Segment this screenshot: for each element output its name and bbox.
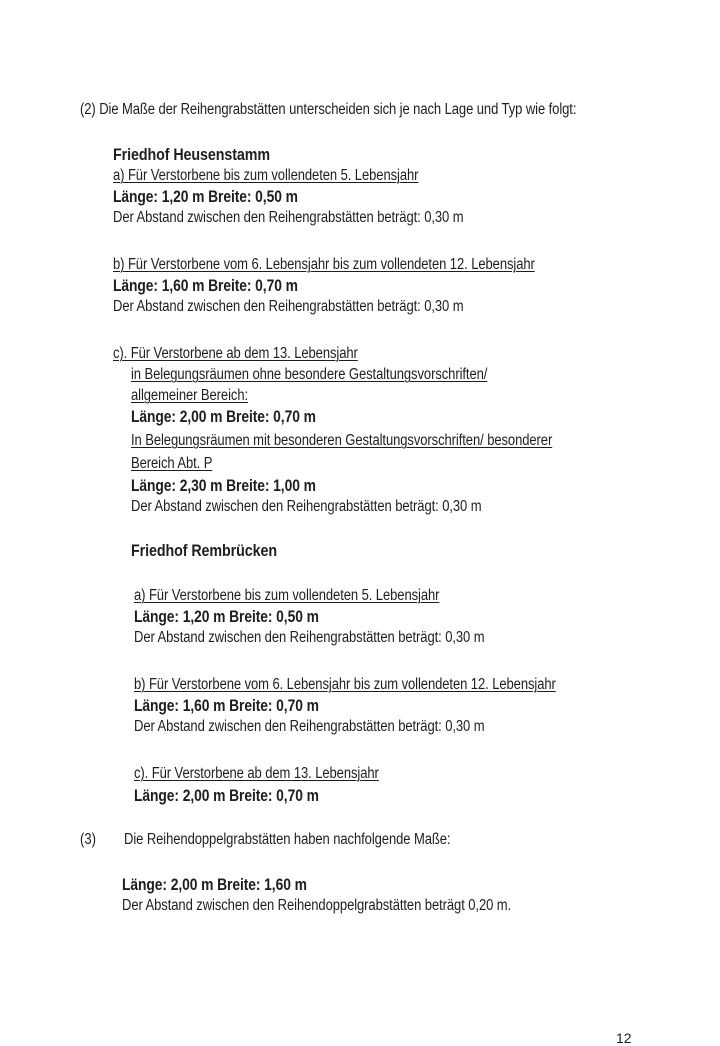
rembruecken-b-gap: Der Abstand zwischen den Reihengrabstätten beträgt: 0,30 m bbox=[134, 718, 485, 735]
page-number: 12 bbox=[616, 1030, 632, 1046]
heusenstamm-c-special-line1: In Belegungsräumen mit besonderen Gestaltungsvorschriften/ besonderer bbox=[131, 432, 553, 449]
section-3-gap: Der Abstand zwischen den Reihendoppelgrabstätten beträgt 0,20 m. bbox=[122, 897, 512, 914]
heusenstamm-a-title: a) Für Verstorbene bis zum vollendeten 5. Lebensjahr bbox=[113, 167, 419, 184]
heusenstamm-c-general-line2: allgemeiner Bereich: bbox=[131, 387, 249, 404]
rembruecken-c-title: c). Für Verstorbene ab dem 13. Lebensjahr bbox=[134, 765, 379, 782]
heusenstamm-b-gap: Der Abstand zwischen den Reihengrabstätten beträgt: 0,30 m bbox=[113, 298, 464, 315]
heusenstamm-c-title: c). Für Verstorbene ab dem 13. Lebensjahr bbox=[113, 345, 358, 362]
heusenstamm-b-dims: Länge: 1,60 m Breite: 0,70 m bbox=[113, 277, 298, 295]
intro-paragraph: (2) Die Maße der Reihengrabstätten unterscheiden sich je nach Lage und Typ wie folgt: bbox=[80, 101, 577, 118]
section-3-text: Die Reihendoppelgrabstätten haben nachfolgende Maße: bbox=[124, 831, 451, 848]
heusenstamm-a-dims: Länge: 1,20 m Breite: 0,50 m bbox=[113, 188, 298, 206]
section-3-number: (3) bbox=[80, 831, 96, 848]
heusenstamm-c-general-line1: in Belegungsräumen ohne besondere Gestaltungsvorschriften/ bbox=[131, 366, 488, 383]
heading-heusenstamm: Friedhof Heusenstamm bbox=[113, 145, 271, 164]
heusenstamm-c-special-line2: Bereich Abt. P bbox=[131, 455, 213, 472]
rembruecken-a-gap: Der Abstand zwischen den Reihengrabstätten beträgt: 0,30 m bbox=[134, 629, 485, 646]
heusenstamm-c-general-dims: Länge: 2,00 m Breite: 0,70 m bbox=[131, 408, 316, 426]
rembruecken-c-dims: Länge: 2,00 m Breite: 0,70 m bbox=[134, 787, 319, 805]
heusenstamm-b-title: b) Für Verstorbene vom 6. Lebensjahr bis zum vollendeten 12. Lebensjahr bbox=[113, 256, 535, 273]
heusenstamm-a-gap: Der Abstand zwischen den Reihengrabstätten beträgt: 0,30 m bbox=[113, 209, 464, 226]
rembruecken-a-dims: Länge: 1,20 m Breite: 0,50 m bbox=[134, 608, 319, 626]
section-3-dims: Länge: 2,00 m Breite: 1,60 m bbox=[122, 876, 307, 894]
heusenstamm-c-gap: Der Abstand zwischen den Reihengrabstätten beträgt: 0,30 m bbox=[131, 498, 482, 515]
rembruecken-a-title: a) Für Verstorbene bis zum vollendeten 5. Lebensjahr bbox=[134, 587, 440, 604]
rembruecken-b-dims: Länge: 1,60 m Breite: 0,70 m bbox=[134, 697, 319, 715]
heading-rembruecken: Friedhof Rembrücken bbox=[131, 541, 277, 560]
rembruecken-b-title: b) Für Verstorbene vom 6. Lebensjahr bis zum vollendeten 12. Lebensjahr bbox=[134, 676, 556, 693]
heusenstamm-c-special-dims: Länge: 2,30 m Breite: 1,00 m bbox=[131, 477, 316, 495]
